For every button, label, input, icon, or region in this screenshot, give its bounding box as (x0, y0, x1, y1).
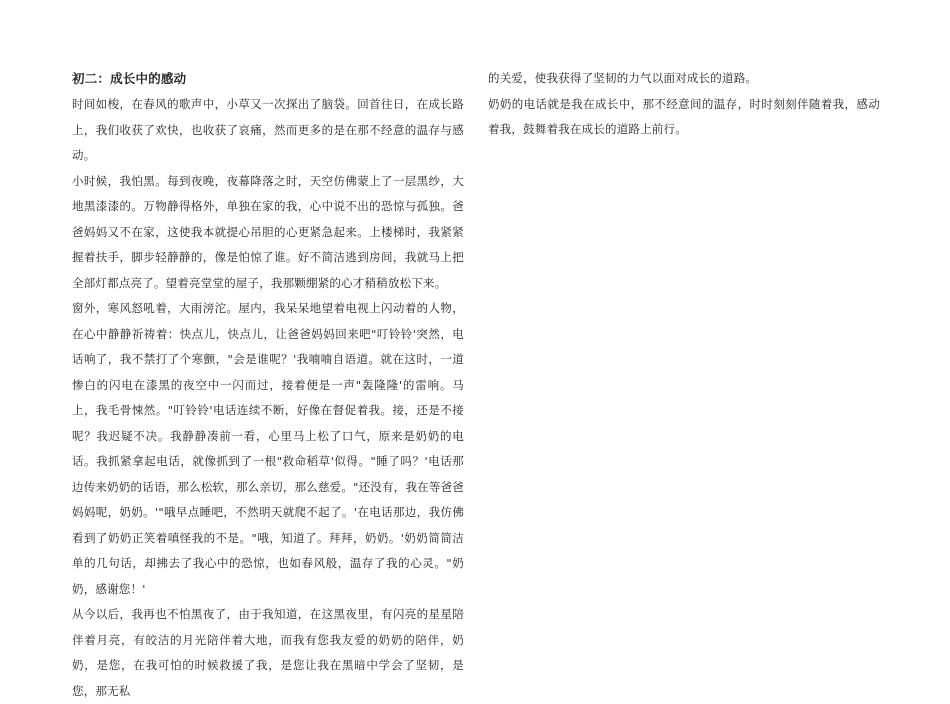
document-title: 初二：成长中的感动 (72, 71, 187, 86)
left-column (72, 66, 464, 704)
right-column (488, 66, 880, 143)
paragraph-intro: 时间如梭，在春风的歌声中，小草又一次探出了脑袋。回首往日，在成长路上，我们收获了欢快，也收获了哀痛，然而更多的是在那不经意的温存与感动。 (72, 97, 464, 162)
paragraph-conclusion-start: 从今以后，我再也不怕黑夜了，由于我知道，在这黑夜里，有闪亮的星星陪伴着月亮，有皎洁的月光陪伴着大地，而我有您我友爱的奶奶的陪伴，奶奶，是您，在我可怕的时候救援了我，是您让我在黑暗中学会了坚韧，是您，那无私 (72, 607, 464, 698)
paragraph-childhood: 小时候，我怕黑。每到夜晚，夜幕降落之时，天空仿佛蒙上了一层黑纱，大地黑漆漆的。万物静得格外，单独在家的我，心中说不出的恐惊与孤独。爸爸妈妈又不在家，这使我本就提心吊胆的心更紧急起来。上楼梯时，我紧紧握着扶手，脚步轻静静的，像是怕惊了谁。好不简洁逃到房间，我就马上把全部灯都点亮了。望着亮堂堂的屋子，我那颗绷紧的心才稍稍放松下来。 (72, 173, 464, 290)
paragraph-closing: 奶奶的电话就是我在成长中，那不经意间的温存，时时刻刻伴随着我，感动着我，鼓舞着我在成长的道路上前行。 (488, 96, 880, 136)
paragraph-phone-call: 窗外，寒风怒吼着，大雨滂沱。屋内，我呆呆地望着电视上闪动着的人物，在心中静静祈祷着：快点儿，快点儿，让爸爸妈妈回来吧"叮铃铃'突然，电话响了，我不禁打了个寒颤，"会是谁呢？'我喃喃自语道。就在这时，一道惨白的闪电在漆黑的夜空中一闪而过，接着便是一声"轰隆隆'的雷响。马上，我毛骨悚然。"叮铃铃'电话连续不断，好像在督促着我。接，还是不接呢？我迟疑不决。我静静凑前一看，心里马上松了口气，原来是奶奶的电话。我抓紧拿起电话，就像抓到了一根"救命稻草'似得。"睡了吗？'电话那边传来奶奶的话语，那么松软，那么亲切，那么慈爱。"还没有，我在等爸爸妈妈呢，奶奶。'"哦早点睡吧，不然明天就爬不起了。'在电话那边，我仿佛看到了奶奶正笑着嗔怪我的不是。"哦，知道了。拜拜，奶奶。'奶奶简简洁单的几句话，却拂去了我心中的恐惊，也如春风般，温存了我的心灵。"奶奶，感谢您！' (72, 301, 464, 596)
paragraph-conclusion-end: 的关爱，使我获得了坚韧的力气以面对成长的道路。 (488, 71, 758, 85)
